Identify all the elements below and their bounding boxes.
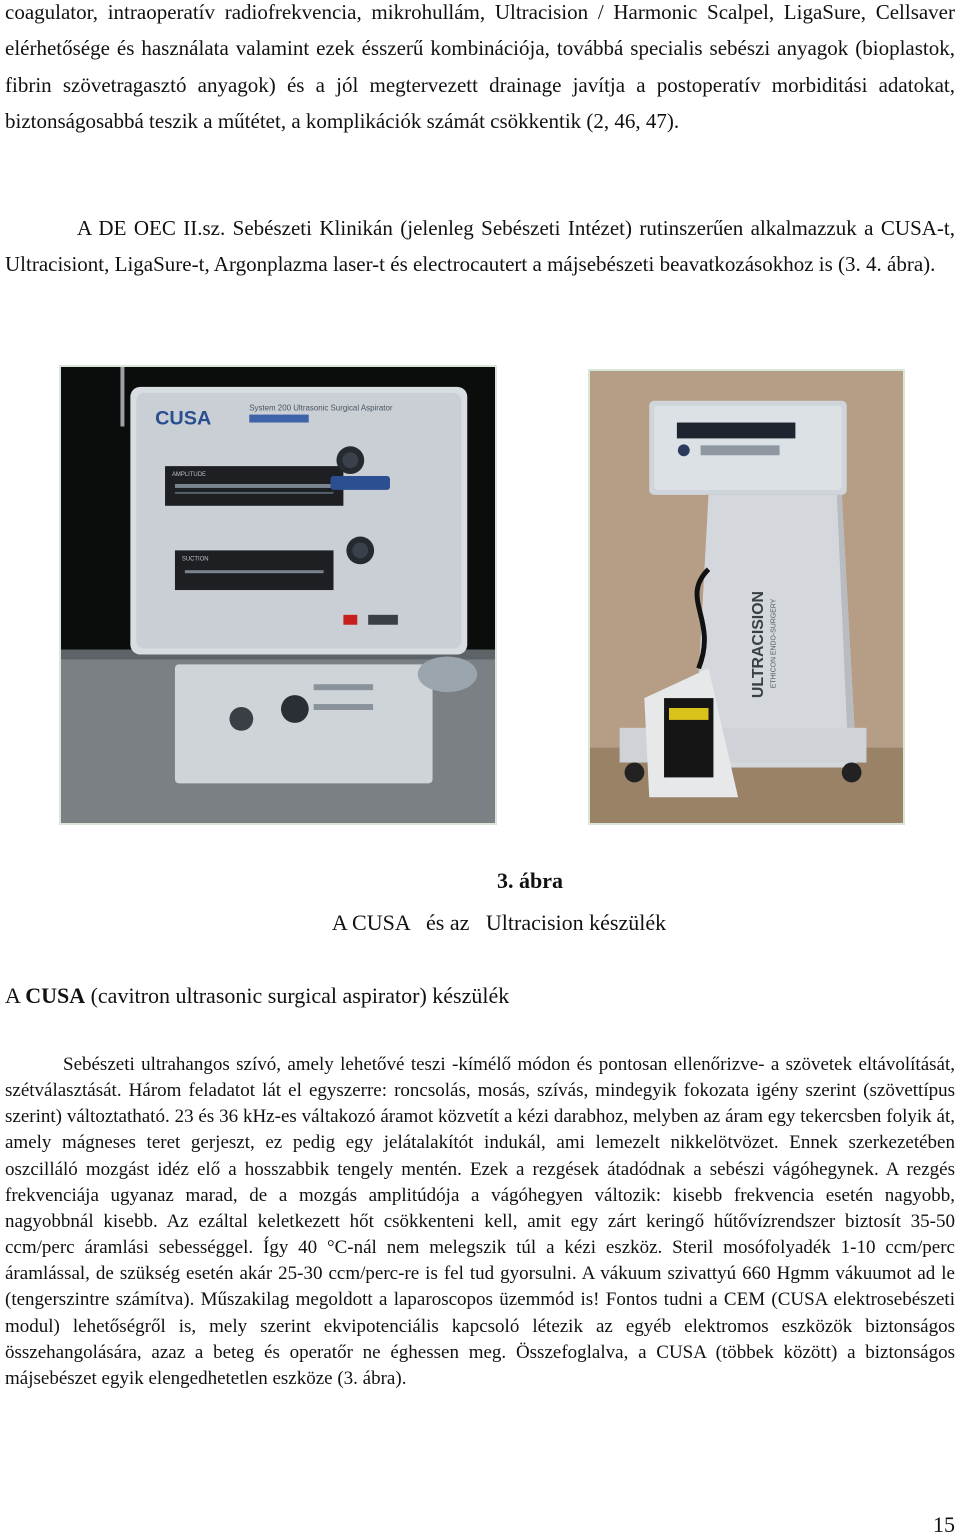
suction-label: SUCTION	[181, 556, 209, 563]
section-heading-prefix: A	[5, 983, 26, 1008]
cusa-device-photo	[59, 365, 497, 825]
page-number: 15	[933, 1512, 955, 1537]
ultracision-device-photo	[588, 369, 905, 825]
paragraph-cusa-description: Sebészeti ultrahangos szívó, amely lehetővé teszi -kímélő módon és pontosan ellenőrizve- a szövetek eltávolítását, szétválasztását. Három feladatot lát el egyszerre: roncsolás, mosás, szívás, mindegyik fokozata igény szerint (szövettípus szerint) változtatható. 23 és 36 kHz-es váltakozó áramot közvetít a kézi darabhoz, melyben az áram egy tekercsben folyik át, amely mágneses teret gerjeszt, ez pedig egy jelátalakítót indukál, ami lemezelt nikkelötvözet. Ennek szerkezetében oszcilláló mozgást idéz elő a hosszabbik tengely mentén. Ezek a rezgések átadódnak a sebészi vágóhegynek. A rezgés frekvenciája ugyanaz marad, de a mozgás amplitúdója a vágóhegyen változik: kisebb frekvencia esetén nagyobb, nagyobbnál kisebb. Az ezáltal keletkezett hőt csökkenteni kell, amit egy zárt keringő hűtővízrendszer biztosít 35-50 ccm/perc áramlási sebességgel. Így 40 °C-nál nem melegszik túl a kézi eszköz. Steril mosófolyadék 1-10 ccm/perc áramlással, de szükség esetén akár 25-30 ccm/perc-re is fel tud gyorsulni. A vákuum szivattyú 660 Hgmm vákuumot ad le (tengerszintre számítva). Műszakilag megoldott a laparoscopos üzemmód is! Fontos tudni a CEM (CUSA elektrosebészeti modul) lehetőségről is, mely szerint ekvipotenciális kapcsoló létezik az egyéb elektromos eszközök biztonságos összehangolására, azaz a beteg és operatőr ne éghessen meg. Összefoglalva, a CUSA (többek között) a biztonságos májsebészet egyik elengedhetetlen eszköze (3. ábra).	[5, 1054, 955, 1389]
section-heading-rest: (cavitron ultrasonic surgical aspirator) készülék	[85, 983, 510, 1008]
paragraph-intro-continued: coagulator, intraoperatív radiofrekvencia, mikrohullám, Ultracision / Harmonic Scalpel, LigaSure, Cellsaver elérhetősége és használata valamint ezek ésszerű kombinációja, továbbá specialis sebészi anyagok (bioplastok, fibrin szövetragasztó anyagok) és a jól megtervezett drainage javítja a postoperatív morbiditási adatokat, biztonságosabbá teszik a műtétet, a komplikációk számát csökkentik (2, 46, 47).	[5, 0, 955, 133]
section-heading	[5, 983, 509, 1009]
paragraph-clinic-usage: A DE OEC II.sz. Sebészeti Klinikán (jelenleg Sebészeti Intézet) rutinszerűen alkalmazzuk a CUSA-t, Ultracisiont, LigaSure-t, Argonplazma laser-t és electrocautert a májsebészeti beavatkozásokhoz is (3. 4. ábra).	[5, 216, 955, 277]
amplitude-label: AMPLITUDE	[171, 472, 206, 479]
section-heading-strong: CUSA	[25, 983, 86, 1008]
figure-caption: A CUSA és az Ultracision készülék	[331, 910, 667, 935]
ultracision-subtitle-label: ETHICON ENDO-SURGERY	[770, 598, 778, 689]
ultracision-brand-label: ULTRACISION	[749, 591, 767, 699]
figure-number: 3. ábra	[497, 868, 563, 893]
cusa-brand-label: CUSA	[155, 407, 212, 430]
cusa-model-label: System 200 Ultrasonic Surgical Aspirator	[249, 403, 393, 413]
